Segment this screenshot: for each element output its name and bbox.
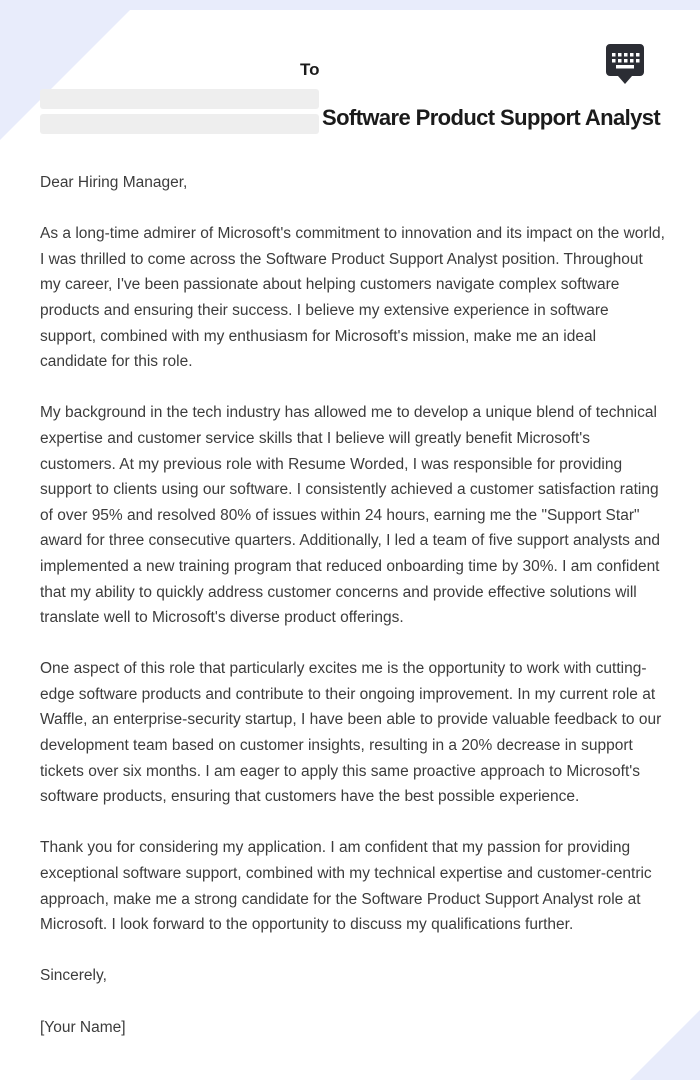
recipient-placeholder-line — [40, 89, 319, 109]
body-paragraph-3: One aspect of this role that particularly excites me is the opportunity to work with cutting-edge software products and contribute to their ongoing improvement. In my current role at Waffle, an enterprise-security startup, I have been able to provide valuable feedback to our development team based on customer insights, resulting in a 20% decrease in support tickets over six months. I am eager to apply this same proactive approach to Microsoft's software products, ensuring that customers have the best possible experience. — [40, 660, 662, 806]
chat-keyboard-icon — [606, 44, 644, 84]
body-paragraph-2: My background in the tech industry has allowed me to develop a unique blend of technical expertise and customer service skills that I believe will greatly benefit Microsoft's customers. At my previous role with Resume Worded, I was responsible for providing support to clients using our software. I consistently achieved a customer satisfaction rating of over 95% and resolved 80% of issues within 24 hours, earning me the "Support Star" award for three consecutive quarters. Additionally, I led a team of five support analysts and implemented a new training program that reduced onboarding time by 30%. I am confident that my ability to quickly address customer concerns and provide effective solutions will translate well to Microsoft's diverse product offerings. — [40, 404, 661, 627]
recipient-placeholder-line — [40, 114, 319, 134]
signature: [Your Name] — [40, 1018, 126, 1036]
body-paragraph-1: As a long-time admirer of Microsoft's commitment to innovation and its impact on the world, I was thrilled to come across the Software Product Support Analyst position. Throughout my career, I've been passionate about helping customers navigate complex software products and ensuring their success. I believe my extensive experience in software support, combined with my enthusiasm for Microsoft's mission, make me an ideal candidate for this role. — [40, 225, 665, 371]
salutation: Dear Hiring Manager, — [40, 174, 188, 191]
to-label: To — [300, 60, 320, 79]
letter-page — [0, 10, 700, 1080]
body-paragraph-4: Thank you for considering my application. I am confident that my passion for providing exceptional software support, combined with my technical expertise and customer-centric approach, make me a strong candidate for the Software Product Support Analyst role at Microsoft. I look forward to the opportunity to discuss my qualifications further. — [40, 839, 652, 934]
letter-body — [40, 170, 665, 1066]
closing: Sincerely, — [40, 967, 107, 985]
job-title: Software Product Support Analyst — [322, 105, 661, 130]
